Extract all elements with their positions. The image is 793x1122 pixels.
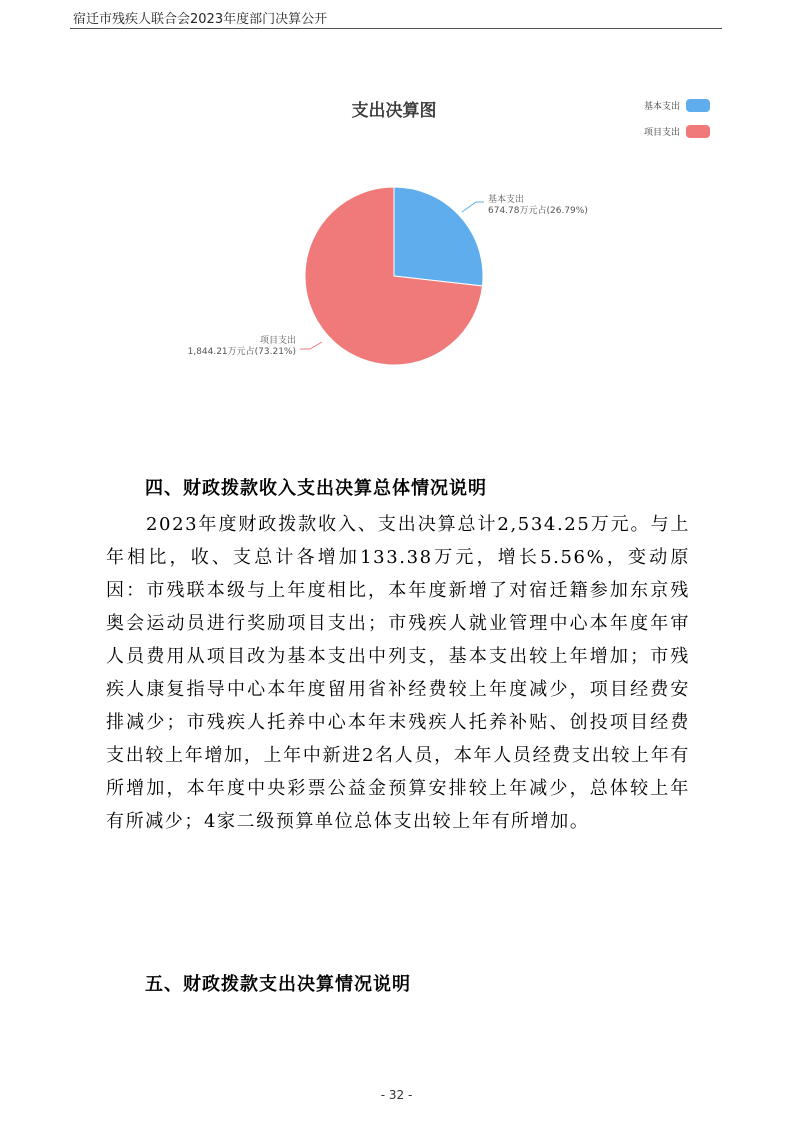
slice-value-project: 1,844.21万元占(73.21%) [187,347,296,357]
slice-name-basic: 基本支出 [488,195,525,205]
legend-label-project: 项目支出 [643,128,680,138]
legend-swatch-project [686,125,710,138]
slice-value-basic: 674.78万元占(26.79%) [488,206,588,216]
section-heading-5: 五、财政拨款支出决算情况说明 [145,974,411,995]
legend-label-basic: 基本支出 [643,102,680,112]
pie-slice-basic [394,187,483,286]
section-body-4: 2023年度财政拨款收入、支出决算总计2,534.25万元。与上年相比，收、支总计各增加133.38万元，增长5.56%，变动原因：市残联本级与上年度相比，本年度新增了对宿迁籍参加东京残奥会运动员进行奖励项目支出；市残疾人就业管理中心本年度年审人员费用从项目改为基本支出中列支，基本支出较上年增加；市残疾人康复指导中心本年度留用省补经费较上年度减少，项目经费安排减少；市残疾人托养中心本年末残疾人托养补贴、创投项目经费支出较上年增加，上年中新进2名人员，本年人员经费支出较上年有所增加，本年度中央彩票公益金预算安排较上年减少，总体较上年有所减少；4家二级预算单位总体支出较上年有所增加。 [106,514,690,832]
expenditure-pie-chart [0,0,793,420]
chart-title: 支出决算图 [351,101,437,121]
leader-line-basic [462,202,484,212]
section-heading-4: 四、财政拨款收入支出决算总体情况说明 [145,478,487,499]
legend-swatch-basic [686,99,710,112]
leader-line-project [300,342,322,349]
page-number: - 32 - [380,1088,413,1102]
slice-name-project: 项目支出 [259,336,296,346]
page-header-title: 宿迁市残疾人联合会2023年度部门决算公开 [73,12,328,27]
